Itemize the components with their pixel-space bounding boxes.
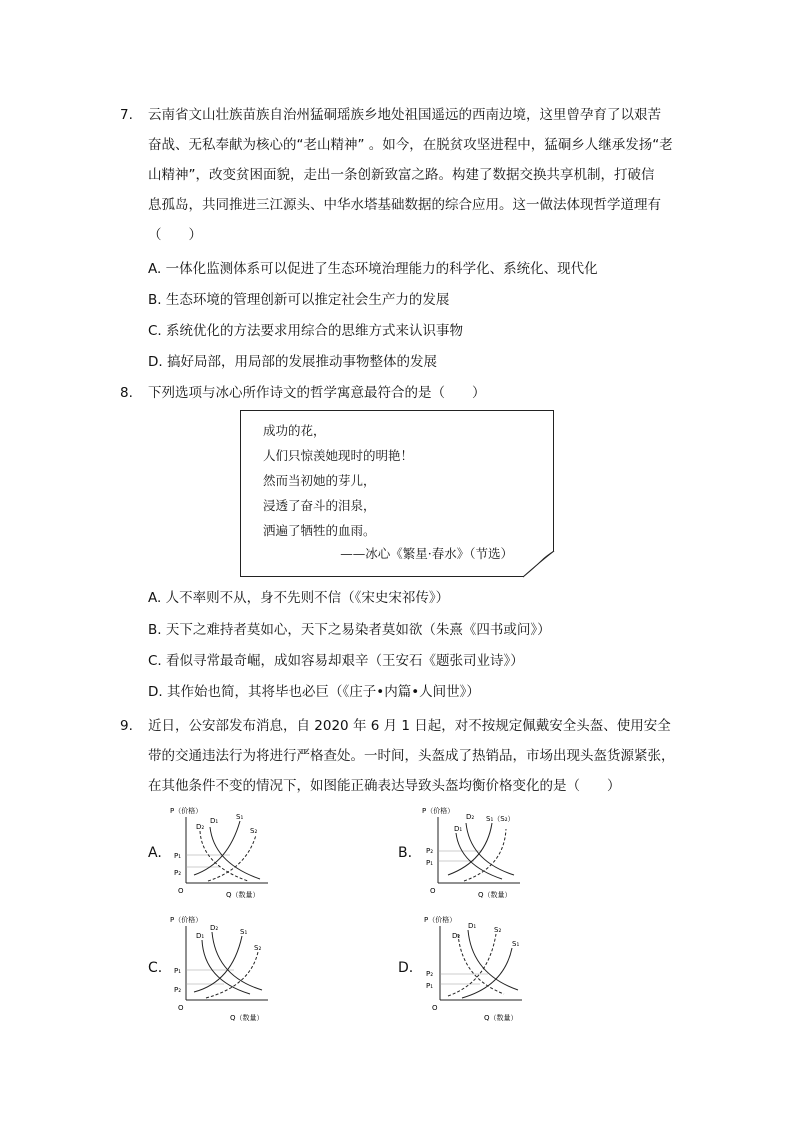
x-axis-label: Q（数量） [230, 1014, 264, 1022]
stem-line: 带的交通违法行为将进行严格查处。一时间，头盔成了热销品，市场出现头盔货源紧张， [148, 748, 675, 764]
q8-option-d[interactable]: D. 其作始也简，其将毕也必巨（《庄子•内篇•人间世》） [148, 684, 480, 700]
question-8 [120, 378, 690, 408]
x-axis-label: Q（数量） [226, 891, 260, 899]
curve-s2 [448, 934, 496, 996]
price-label-p1: P₁ [426, 859, 434, 867]
question-number: 9. [120, 718, 133, 734]
stem-line: 奋战、无私奉献为核心的“老山精神” 。如今，在脱贫攻坚进程中，猛硐乡人继承发扬“老 [148, 137, 673, 153]
curve-label-d2: D₂ [466, 813, 475, 821]
curve-label-s1: S₁ [240, 928, 248, 936]
curve-label-s1: S₁ [512, 940, 520, 948]
curve-label-s2: S₂ [254, 944, 262, 952]
curve-label-s1: S₁ [236, 813, 244, 821]
poem-line: 成功的花， [263, 423, 326, 438]
poem-source: ——冰心《繁星·春水》（节选） [340, 546, 513, 561]
question-7 [120, 100, 690, 250]
curve-d2 [458, 934, 504, 994]
curve-s1 [462, 948, 512, 998]
q9-option-a-label[interactable]: A. [148, 845, 162, 861]
price-label-p2: P₂ [174, 869, 182, 877]
q8-option-c[interactable]: C. 看似寻常最奇崛，成如容易却艰辛（王安石《题张司业诗》） [148, 653, 524, 669]
curve-label-d1: D₁ [454, 825, 463, 833]
curve-d2 [200, 831, 248, 881]
y-axis-label: P（价格） [424, 916, 457, 924]
q8-option-b[interactable]: B. 天下之难持者莫如心，天下之易染者莫如欲（朱熹《四书或问》） [148, 622, 551, 638]
origin-label: O [178, 887, 184, 895]
stem-line: 在其他条件不变的情况下，如图能正确表达导致头盔均衡价格变化的是（ ） [148, 778, 621, 794]
curve-s2 [464, 829, 506, 881]
curve-label-d1: D₁ [196, 932, 205, 940]
graph-b[interactable] [420, 803, 530, 903]
stem-line: 息孤岛，共同推进三江源头、中华水塔基础数据的综合应用。这一做法体现哲学道理有 [148, 197, 661, 213]
answer-blank: （ ） [148, 227, 202, 243]
question-stem [148, 100, 690, 250]
poem-line: 浸透了奋斗的泪泉， [263, 498, 376, 513]
curve-label-s2: S₂ [250, 827, 258, 835]
q9-option-b-label[interactable]: B. [398, 845, 413, 861]
curve-label-s1s2: S₁（S₂） [486, 815, 515, 823]
graph-d[interactable] [418, 912, 530, 1024]
curve-label-d1: D₁ [468, 922, 477, 930]
y-axis-label: P（价格） [170, 916, 203, 924]
graph-c[interactable] [168, 912, 278, 1024]
q7-option-b[interactable]: B. 生态环境的管理创新可以推定社会生产力的发展 [148, 292, 450, 308]
poem-line: 人们只惊羡她现时的明艳！ [263, 448, 414, 463]
origin-label: O [178, 1004, 184, 1012]
poem-box [240, 410, 554, 577]
q7-option-a[interactable]: A. 一体化监测体系可以促进了生态环境治理能力的科学化、系统化、现代化 [148, 261, 598, 277]
curve-s2 [206, 952, 258, 998]
curve-label-s2: S₂ [494, 926, 502, 934]
origin-label: O [432, 1004, 438, 1012]
curve-label-d2: D₂ [210, 924, 219, 932]
y-axis-label: P（价格） [422, 807, 455, 815]
origin-label: O [430, 887, 436, 895]
y-axis-label: P（价格） [170, 807, 203, 815]
x-axis-label: Q（数量） [484, 1014, 518, 1022]
page-curl-decoration [241, 411, 555, 578]
curve-s1 [194, 936, 242, 992]
price-label-p1: P₁ [174, 967, 182, 975]
stem-line: 近日，公安部发布消息，自 2020 年 6 月 1 日起，对不按规定佩戴安全头盔、使用安全 [148, 718, 671, 734]
question-number: 7. [120, 107, 133, 123]
q9-option-c-label[interactable]: C. [148, 960, 163, 976]
price-label-p1: P₁ [426, 982, 434, 990]
question-number: 8. [120, 385, 133, 401]
stem-line: 云南省文山壮族苗族自治州猛硐瑶族乡地处祖国遥远的西南边境，这里曾孕育了以艰苦 [148, 107, 661, 123]
curve-label-d1: D₁ [210, 817, 219, 825]
price-label-p2: P₂ [426, 970, 434, 978]
price-label-p2: P₂ [426, 847, 434, 855]
curve-label-d2: D₂ [196, 823, 205, 831]
q7-option-c[interactable]: C. 系统优化的方法要求用综合的思维方式来认识事物 [148, 323, 464, 339]
curve-label-d2: D₂ [452, 932, 461, 940]
poem-line: 洒遍了牺牲的血雨。 [263, 523, 376, 538]
curve-d2 [212, 932, 262, 990]
q9-option-d-label[interactable]: D. [398, 960, 414, 976]
poem-line: 然而当初她的芽儿， [263, 473, 376, 488]
question-stem [148, 711, 690, 801]
q7-option-d[interactable]: D. 搞好局部，用局部的发展推动事物整体的发展 [148, 354, 437, 370]
price-label-p2: P₂ [174, 986, 182, 994]
question-9 [120, 711, 690, 801]
price-label-p1: P₁ [174, 852, 182, 860]
curve-d1 [456, 833, 502, 879]
question-stem: 下列选项与冰心所作诗文的哲学寓意最符合的是（ ） [148, 385, 486, 401]
x-axis-label: Q（数量） [478, 891, 512, 899]
graph-a[interactable] [168, 803, 278, 903]
stem-line: 山精神”，改变贫困面貌，走出一条创新致富之路。构建了数据交换共享机制，打破信 [148, 167, 655, 183]
q8-option-a[interactable]: A. 人不率则不从，身不先则不信（《宋史宋祁传》） [148, 590, 450, 606]
curve-d1 [468, 930, 518, 990]
